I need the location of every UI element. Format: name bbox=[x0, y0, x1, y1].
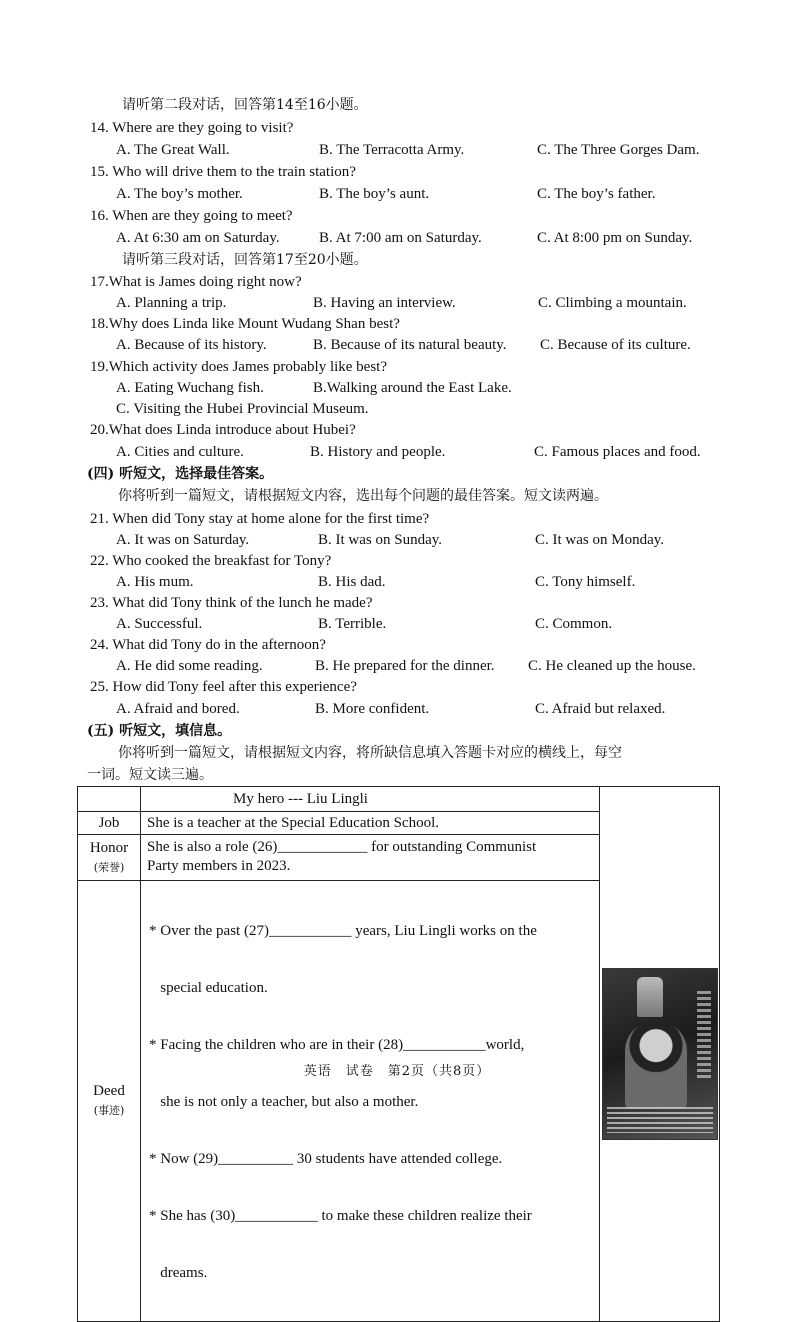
deed-line-1: * Over the past (27)___________ years, Liu Lingli works on the bbox=[149, 923, 537, 939]
q24-option-b: B. He prepared for the dinner. bbox=[315, 658, 495, 674]
question-15: 15. Who will drive them to the train station? bbox=[90, 164, 356, 180]
question-25: 25. How did Tony feel after this experience? bbox=[90, 679, 357, 695]
q15-option-b: B. The boy’s aunt. bbox=[319, 186, 430, 202]
trophy-icon bbox=[637, 977, 663, 1017]
q23-option-c: C. Common. bbox=[535, 616, 613, 632]
question-22: 22. Who cooked the breakfast for Tony? bbox=[90, 553, 332, 569]
q24-option-a: A. He did some reading. bbox=[116, 658, 263, 674]
job-text: She is a teacher at the Special Education School. bbox=[141, 812, 600, 835]
section-two-intro: 请听第二段对话，回答第14至16小题。 bbox=[122, 97, 368, 113]
q16-option-b: B. At 7:00 am on Saturday. bbox=[319, 230, 482, 246]
q14-option-c: C. The Three Gorges Dam. bbox=[537, 142, 700, 158]
deed-line-3: * Facing the children who are in their (28)___________world, bbox=[149, 1037, 525, 1053]
q25-option-a: A. Afraid and bored. bbox=[116, 701, 240, 717]
section-three-intro: 请听第三段对话，回答第17至20小题。 bbox=[122, 252, 368, 268]
question-23: 23. What did Tony think of the lunch he made? bbox=[90, 595, 373, 611]
table-title: My hero --- Liu Lingli bbox=[141, 787, 600, 812]
part4-heading: (四) 听短文，选择最佳答案。 bbox=[87, 466, 274, 482]
q17-option-b: B. Having an interview. bbox=[313, 295, 456, 311]
deed-line-6: * She has (30)___________ to make these children realize their bbox=[149, 1208, 532, 1224]
page-footer: 英语 试卷 第2页（共8页） bbox=[303, 1064, 491, 1079]
question-16: 16. When are they going to meet? bbox=[90, 208, 293, 224]
honor-line-2: Party members in 2023. bbox=[147, 858, 291, 874]
question-24: 24. What did Tony do in the afternoon? bbox=[90, 637, 326, 653]
q21-option-b: B. It was on Sunday. bbox=[318, 532, 443, 548]
q19-option-c: C. Visiting the Hubei Provincial Museum. bbox=[116, 401, 369, 417]
deed-label: Deed bbox=[93, 1083, 125, 1099]
question-18: 18.Why does Linda like Mount Wudang Shan best? bbox=[90, 316, 400, 332]
question-14: 14. Where are they going to visit? bbox=[90, 120, 294, 136]
question-21: 21. When did Tony stay at home alone for the first time? bbox=[90, 511, 430, 527]
q21-option-a: A. It was on Saturday. bbox=[116, 532, 250, 548]
part4-instruction: 你将听到一篇短文，请根据短文内容，选出每个问题的最佳答案。短文读两遍。 bbox=[118, 488, 608, 504]
photo-cell bbox=[600, 787, 720, 1322]
q17-option-c: C. Climbing a mountain. bbox=[538, 295, 687, 311]
q25-option-b: B. More confident. bbox=[315, 701, 430, 717]
deed-sub-label: (事迹) bbox=[93, 1104, 125, 1117]
q19-option-a: A. Eating Wuchang fish. bbox=[116, 380, 264, 396]
q20-option-c: C. Famous places and food. bbox=[534, 444, 701, 460]
honor-label: Honor bbox=[89, 839, 129, 856]
q20-option-a: A. Cities and culture. bbox=[116, 444, 244, 460]
q24-option-c: C. He cleaned up the house. bbox=[528, 658, 696, 674]
part5-heading: (五) 听短文，填信息。 bbox=[87, 723, 232, 739]
job-label: Job bbox=[78, 812, 141, 835]
q15-option-a: A. The boy’s mother. bbox=[116, 186, 243, 202]
table-corner-cell bbox=[78, 787, 141, 812]
honor-label-cell bbox=[78, 835, 141, 881]
q19-option-b: B.Walking around the East Lake. bbox=[313, 380, 512, 396]
deed-text bbox=[141, 881, 600, 1322]
deed-line-5: * Now (29)__________ 30 students have attended college. bbox=[149, 1151, 503, 1167]
q25-option-c: C. Afraid but relaxed. bbox=[535, 701, 666, 717]
deed-line-2: special education. bbox=[149, 980, 268, 996]
q21-option-c: C. It was on Monday. bbox=[535, 532, 665, 548]
honor-sub-label: (荣誉) bbox=[93, 860, 125, 874]
part5-instruction-line2: 一词。短文读三遍。 bbox=[87, 767, 213, 783]
q18-option-c: C. Because of its culture. bbox=[540, 337, 691, 353]
hero-photo bbox=[602, 968, 718, 1140]
photo-caption bbox=[607, 1107, 713, 1133]
q20-option-b: B. History and people. bbox=[310, 444, 446, 460]
q14-option-a: A. The Great Wall. bbox=[116, 142, 230, 158]
q18-option-b: B. Because of its natural beauty. bbox=[313, 337, 507, 353]
deed-label-cell bbox=[78, 881, 141, 1322]
q18-option-a: A. Because of its history. bbox=[116, 337, 267, 353]
q22-option-a: A. His mum. bbox=[116, 574, 194, 590]
q22-option-b: B. His dad. bbox=[318, 574, 386, 590]
honor-line-1: She is also a role (26)____________ for outstanding Communist bbox=[147, 839, 537, 855]
q16-option-a: A. At 6:30 am on Saturday. bbox=[116, 230, 280, 246]
deed-line-7: dreams. bbox=[149, 1265, 208, 1281]
hero-info-table bbox=[77, 786, 720, 1322]
q16-option-c: C. At 8:00 pm on Sunday. bbox=[537, 230, 693, 246]
part5-instruction-line1: 你将听到一篇短文，请根据短文内容，将所缺信息填入答题卡对应的横线上，每空 bbox=[118, 745, 622, 761]
q15-option-c: C. The boy’s father. bbox=[537, 186, 656, 202]
q23-option-a: A. Successful. bbox=[116, 616, 203, 632]
q17-option-a: A. Planning a trip. bbox=[116, 295, 227, 311]
q23-option-b: B. Terrible. bbox=[318, 616, 387, 632]
q22-option-c: C. Tony himself. bbox=[535, 574, 636, 590]
question-17: 17.What is James doing right now? bbox=[90, 274, 302, 290]
q14-option-b: B. The Terracotta Army. bbox=[319, 142, 465, 158]
question-19: 19.Which activity does James probably like best? bbox=[90, 359, 388, 375]
deed-line-4: she is not only a teacher, but also a mother. bbox=[149, 1094, 419, 1110]
question-20: 20.What does Linda introduce about Hubei? bbox=[90, 422, 356, 438]
honor-text bbox=[141, 835, 600, 881]
